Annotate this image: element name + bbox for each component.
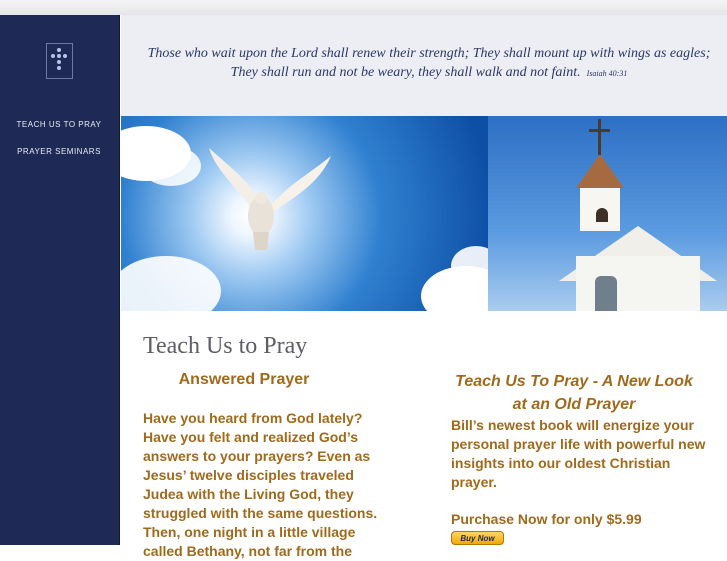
top-strip — [0, 0, 727, 15]
buy-now-button[interactable]: Buy Now — [451, 531, 504, 545]
quote-line-1: Those who wait upon the Lord shall renew their strength; They shall mount up with wings as eagles; — [147, 46, 711, 61]
book-description: Bill’s newest book will energize your personal prayer life with powerful new insights into our oldest Christian prayer. — [451, 417, 706, 490]
sidebar-item-teach-us-to-pray[interactable]: TEACH US TO PRAY — [16, 120, 102, 129]
sidebar-item-prayer-seminars[interactable]: PRAYER SEMINARS — [17, 147, 101, 156]
quote-reference: Isaiah 40:31 — [586, 69, 628, 78]
sidebar — [0, 15, 120, 545]
scripture-quote — [121, 15, 727, 116]
answered-prayer-heading: Answered Prayer — [178, 371, 310, 388]
header-banner — [121, 116, 727, 311]
page-title: Teach Us to Pray — [143, 333, 308, 359]
cross-logo-icon — [46, 43, 73, 79]
dove-image — [121, 116, 488, 311]
book-heading: Teach Us To Pray - A New Look at an Old Prayer — [455, 373, 693, 413]
quote-line-2: They shall run and not be weary, they shall walk and not faint. — [230, 65, 581, 80]
purchase-text: Purchase Now for only $5.99 — [451, 511, 642, 527]
answered-prayer-text: Have you heard from God lately? Have you felt and realized God’s answers to your prayers? Even as Jesus’ twelve disciples traveled Judea with the Living God, they struggled with the same questions. Then, one night in a little village called Bethany, not far from the — [143, 410, 378, 559]
